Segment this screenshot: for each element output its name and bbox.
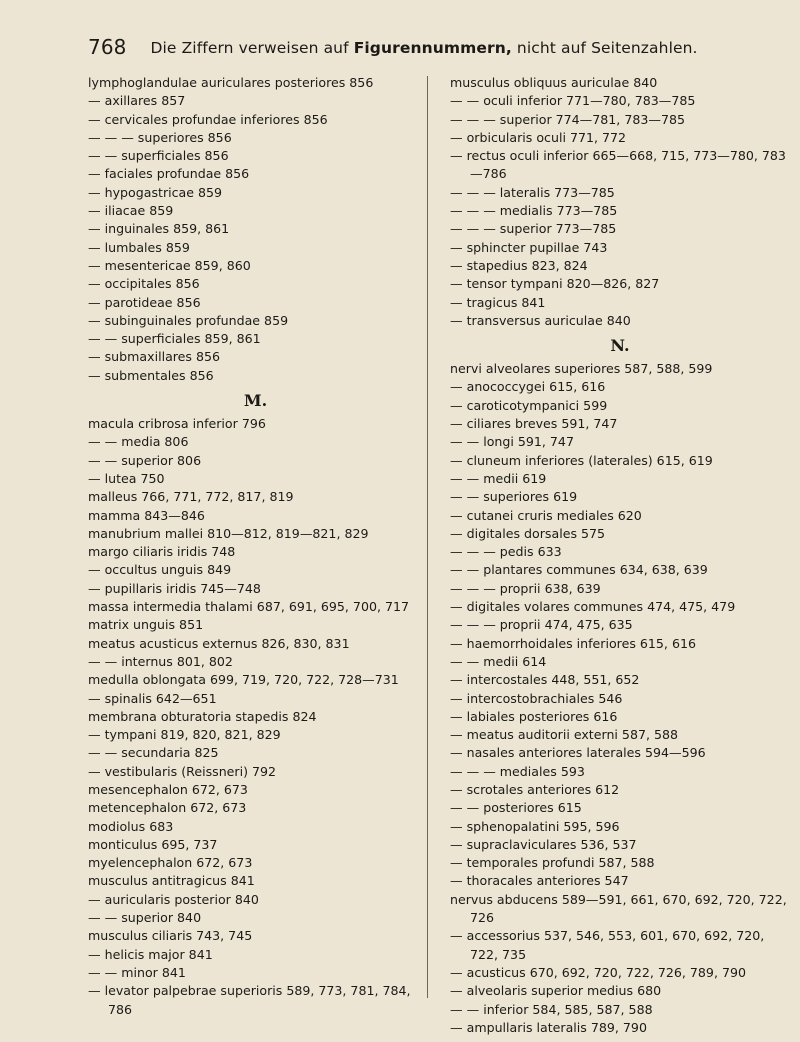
index-entry: — iliacae 859 [88,203,174,219]
index-entry: — orbicularis oculi 771, 772 [450,129,627,145]
index-entry: — hypogastricae 859 [88,184,223,200]
index-entry: metencephalon 672, 673 [88,800,247,816]
index-entry: — — medii 614 [450,653,547,669]
index-entry: — alveolaris superior medius 680 [450,983,662,999]
index-entry: — anococcygei 615, 616 [450,379,606,395]
index-entry: — axillares 857 [88,93,186,109]
index-entry: — — — mediales 593 [450,763,585,779]
index-entry: — — — lateralis 773—785 [450,184,615,200]
index-entry: — ampullaris lateralis 789, 790 [450,1019,647,1035]
index-entry: — submentales 856 [88,367,214,383]
index-entry: — stapedius 823, 824 [450,257,588,273]
index-entry: nervi alveolares superiores 587, 588, 599 [450,361,713,377]
index-entry: musculus obliquus auriculae 840 [450,75,658,90]
index-entry: — — — pedis 633 [450,544,562,560]
index-entry: massa intermedia thalami 687, 691, 695, 700, 717 [88,599,410,615]
index-entry: — inguinales 859, 861 [88,221,230,237]
index-entry: — — superficiales 856 [88,148,229,164]
index-entry: — ciliares breves 591, 747 [450,416,618,432]
header-text-bold: Figurennummern, [353,39,512,57]
index-entry: — helicis major 841 [88,946,213,962]
index-entry: — intercostales 448, 551, 652 [450,672,640,688]
index-entry: — accessorius 537, 546, 553, 601, 670, 692, 720, 722, 735 [450,928,765,962]
index-entry: musculus ciliaris 743, 745 [88,928,253,944]
page-number: 768 [88,35,127,59]
index-entry: — nasales anteriores laterales 594—596 [450,745,706,761]
index-entry: — — superiores 619 [450,489,578,505]
index-entry: — — internus 801, 802 [88,653,233,669]
index-entry: — parotideae 856 [88,294,201,310]
index-entry: manubrium mallei 810—812, 819—821, 829 [88,525,369,541]
header-text-a: Die Ziffern verweisen auf [150,39,354,57]
index-entry: — vestibularis (Reissneri) 792 [88,763,277,779]
index-entry: — haemorrhoidales inferiores 615, 616 [450,635,696,651]
index-entry: — auricularis posterior 840 [88,891,259,907]
index-entry: meatus acusticus externus 826, 830, 831 [88,635,350,651]
index-entry: — — — medialis 773—785 [450,203,618,219]
index-entry: — faciales profundae 856 [88,166,250,182]
index-entry: — digitales volares communes 474, 475, 479 [450,599,736,615]
header-text-c: nicht auf Seitenzahlen. [511,39,698,57]
index-entry: — digitales dorsales 575 [450,525,606,541]
index-entry: — — minor 841 [88,964,186,980]
index-entry: macula cribrosa inferior 796 [88,416,266,432]
index-entry: — — — proprii 638, 639 [450,580,601,596]
index-entry: — — plantares communes 634, 638, 639 [450,562,708,578]
index-entry: — — oculi inferior 771—780, 783—785 [450,93,696,109]
index-entry: — intercostobrachiales 546 [450,690,623,706]
index-block-m [88,415,423,1019]
index-entry: matrix unguis 851 [88,617,204,633]
index-entry: — — — proprii 474, 475, 635 [450,617,633,633]
index-entry: — sphenopalatini 595, 596 [450,818,620,834]
index-entry: — tympani 819, 820, 821, 829 [88,727,281,743]
index-entry: membrana obturatoria stapedis 824 [88,708,317,724]
index-entry: — cutanei cruris mediales 620 [450,507,642,523]
index-entry: — — inferior 584, 585, 587, 588 [450,1001,653,1017]
index-entry: — — posteriores 615 [450,800,582,816]
index-block-l [88,74,423,385]
index-entry: — tensor tympani 820—826, 827 [450,276,660,292]
index-entry: medulla oblongata 699, 719, 720, 722, 728—731 [88,672,399,688]
index-entry: — pupillaris iridis 745—748 [88,580,261,596]
index-entry: — occipitales 856 [88,276,200,292]
index-entry: — lutea 750 [88,470,165,486]
index-entry: — scrotales anteriores 612 [450,781,620,797]
index-block-n [450,360,790,1037]
index-entry: monticulus 695, 737 [88,836,218,852]
index-entry: — transversus auriculae 840 [450,312,631,328]
section-heading-m: M. [243,391,268,411]
left-column [88,74,423,1019]
index-entry: — tragicus 841 [450,294,546,310]
index-entry: — thoracales anteriores 547 [450,873,629,889]
running-header [88,34,768,58]
index-entry: — — — superior 774—781, 783—785 [450,111,685,127]
index-entry: lymphoglandulae auriculares posteriores 856 [88,75,374,90]
index-entry: — — secundaria 825 [88,745,219,761]
index-entry: — levator palpebrae superioris 589, 773, 781, 784, 786 [88,983,411,1017]
column-divider [427,76,428,998]
index-entry: — cluneum inferiores (laterales) 615, 619 [450,452,713,468]
index-entry: — caroticotympanici 599 [450,397,608,413]
index-entry: — cervicales profundae inferiores 856 [88,111,328,127]
section-heading-n: N. [610,336,630,356]
index-entry: — rectus oculi inferior 665—668, 715, 773—780, 783—786 [450,148,786,182]
index-entry: — — superior 840 [88,910,202,926]
index-entry: — meatus auditorii externi 587, 588 [450,727,679,743]
index-entry: — labiales posteriores 616 [450,708,618,724]
index-block-m-cont [450,74,790,330]
index-entry: — submaxillares 856 [88,349,221,365]
index-entry: myelencephalon 672, 673 [88,855,253,871]
index-entry: — spinalis 642—651 [88,690,217,706]
index-entry: — — — superior 773—785 [450,221,617,237]
index-entry: — sphincter pupillae 743 [450,239,608,255]
right-column [450,74,790,1037]
index-entry: — — superior 806 [88,452,202,468]
index-entry: — — medii 619 [450,470,547,486]
index-entry: — mesentericae 859, 860 [88,257,251,273]
index-entry: modiolus 683 [88,818,174,834]
index-entry: — — superficiales 859, 861 [88,331,261,347]
index-entry: malleus 766, 771, 772, 817, 819 [88,489,294,505]
index-entry: musculus antitragicus 841 [88,873,255,889]
index-entry: — — media 806 [88,434,189,450]
index-entry: margo ciliaris iridis 748 [88,544,236,560]
index-entry: mesencephalon 672, 673 [88,781,248,797]
index-entry: — subinguinales profundae 859 [88,312,289,328]
index-entry: nervus abducens 589—591, 661, 670, 692, 720, 722, 726 [450,891,787,926]
index-entry: mamma 843—846 [88,507,205,523]
index-entry: — acusticus 670, 692, 720, 722, 726, 789, 790 [450,964,746,980]
index-entry: — supraclaviculares 536, 537 [450,836,637,852]
index-entry: — — — superiores 856 [88,129,232,145]
index-entry: — — longi 591, 747 [450,434,574,450]
index-entry: — occultus unguis 849 [88,562,232,578]
index-entry: — temporales profundi 587, 588 [450,855,655,871]
index-entry: — lumbales 859 [88,239,190,255]
